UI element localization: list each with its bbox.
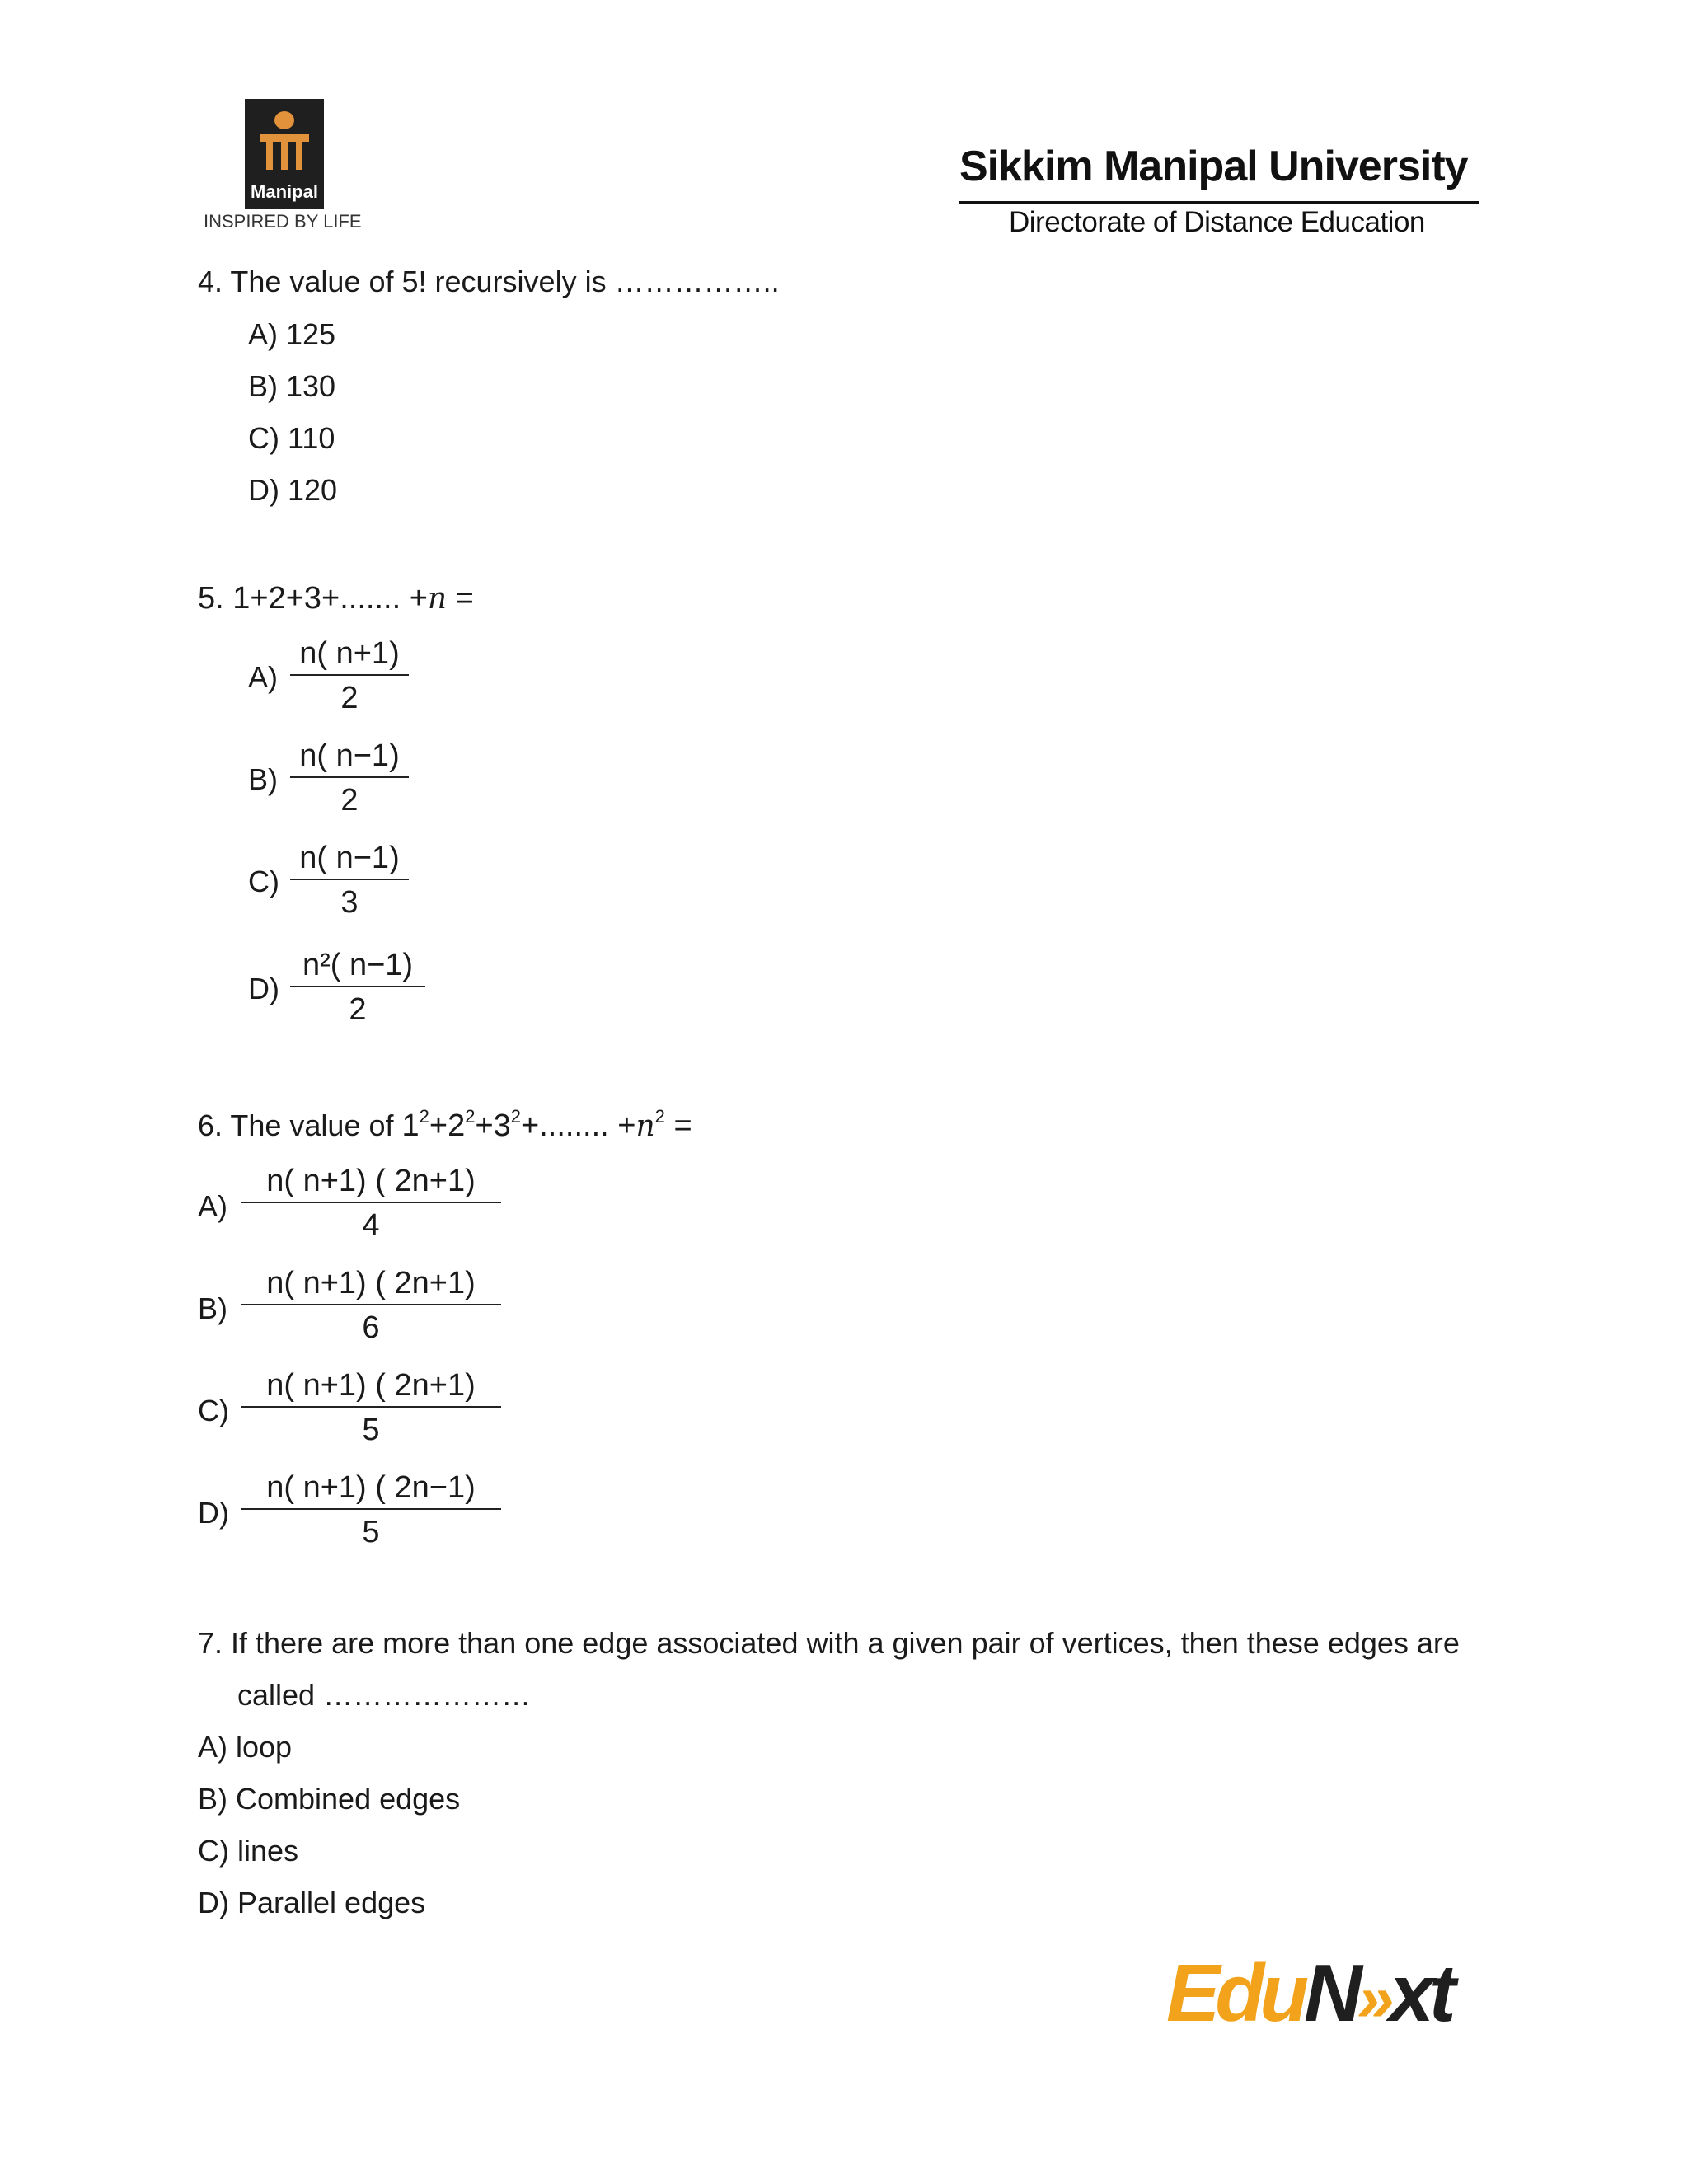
fraction-bar [290, 776, 409, 778]
q6-option-a-label: A) [198, 1189, 227, 1223]
q4-option-c: C) 110 [248, 421, 335, 455]
q6-prefix: 6. The value of [198, 1108, 402, 1142]
fraction-numerator: n( n+1) [299, 636, 400, 671]
university-title: Sikkim Manipal University [959, 143, 1468, 190]
q5-option-b-label: B) [248, 762, 278, 796]
question-7-continued: called ………………… [237, 1678, 532, 1712]
fraction-numerator: n( n−1) [299, 738, 400, 773]
q6-option-c-fraction [241, 1366, 501, 1449]
q6-term: +2 [429, 1108, 466, 1143]
q5-option-a-fraction [290, 635, 409, 717]
logo-tagline: INSPIRED BY LIFE [204, 211, 362, 232]
manipal-emblem-icon [245, 99, 324, 181]
fraction-bar [290, 674, 409, 676]
q5-option-c-label: C) [248, 865, 279, 898]
fraction-bar [241, 1202, 501, 1203]
directorate-subtitle: Directorate of Distance Education [1009, 206, 1425, 238]
q7-option-c: C) lines [198, 1834, 299, 1868]
fraction-denominator: 5 [362, 1515, 380, 1549]
fraction-denominator: 4 [362, 1208, 380, 1243]
fraction-bar [241, 1406, 501, 1408]
q7-option-b: B) Combined edges [198, 1782, 461, 1816]
fraction-numerator: n( n+1) ( 2n+1) [266, 1368, 476, 1403]
fraction-denominator: 6 [362, 1310, 380, 1345]
q4-option-b: B) 130 [248, 369, 336, 403]
q5-equals: = [447, 581, 474, 616]
fraction-numerator: n²( n−1) [302, 948, 414, 982]
q7-option-a: A) loop [198, 1730, 293, 1764]
question-4: 4. The value of 5! recursively is …………….. [198, 265, 780, 298]
header-rule [959, 201, 1479, 204]
logo-part-n: N [1304, 1947, 1357, 2038]
fraction-numerator: n( n−1) [299, 841, 400, 875]
fraction-denominator: 5 [362, 1413, 380, 1447]
q6-variable: n [635, 1109, 655, 1143]
q6-equals: = [664, 1108, 692, 1143]
fraction-numerator: n( n+1) ( 2n+1) [266, 1266, 476, 1301]
question-7: 7. If there are more than one edge associated with a given pair of vertices, then these edges are [198, 1626, 1460, 1660]
fraction-bar [241, 1304, 501, 1305]
q6-exponent: 2 [419, 1106, 429, 1127]
logo-part-chevron: » [1357, 1961, 1390, 2035]
q5-option-a-label: A) [248, 660, 278, 694]
q5-option-d-fraction [290, 946, 425, 1029]
q5-expression: 1+2+3+....... + [232, 581, 428, 616]
fraction-denominator: 2 [340, 783, 359, 818]
q7-option-d: D) Parallel edges [198, 1886, 426, 1919]
q6-option-d-label: D) [198, 1496, 229, 1530]
edunext-logo [1166, 1947, 1451, 2040]
q6-term: +........ + [521, 1108, 636, 1143]
q6-term: 1 [401, 1108, 420, 1143]
q6-exponent: 2 [465, 1106, 476, 1127]
fraction-bar [290, 986, 425, 987]
fraction-denominator: 2 [340, 681, 359, 715]
q6-option-a-fraction [241, 1162, 501, 1244]
q5-number: 5. [198, 581, 224, 616]
q6-exponent: 2 [654, 1106, 665, 1127]
q6-option-b-fraction [241, 1264, 501, 1347]
fraction-numerator: n( n+1) ( 2n−1) [266, 1470, 476, 1505]
q6-option-b-label: B) [198, 1291, 227, 1325]
fraction-bar [241, 1508, 501, 1510]
q6-exponent: 2 [510, 1106, 522, 1127]
q6-term: +3 [475, 1108, 511, 1143]
logo-part-edu: Edu [1166, 1947, 1305, 2038]
q5-option-c-fraction [290, 839, 409, 921]
question-6 [198, 1108, 692, 1145]
fraction-denominator: 3 [340, 885, 359, 920]
q4-option-d: D) 120 [248, 473, 338, 507]
manipal-logo [245, 99, 324, 209]
q4-option-a: A) 125 [248, 317, 336, 351]
fraction-denominator: 2 [349, 992, 367, 1027]
q6-option-d-fraction [241, 1469, 501, 1551]
fraction-numerator: n( n+1) ( 2n+1) [266, 1164, 476, 1198]
fraction-bar [290, 879, 409, 880]
q6-option-c-label: C) [198, 1394, 229, 1427]
q5-variable: n [427, 582, 448, 616]
logo-part-xt: xt [1389, 1947, 1451, 2038]
logo-word: Manipal [251, 181, 318, 202]
q5-option-b-fraction [290, 737, 409, 819]
question-5 [198, 580, 474, 617]
q5-option-d-label: D) [248, 972, 279, 1005]
